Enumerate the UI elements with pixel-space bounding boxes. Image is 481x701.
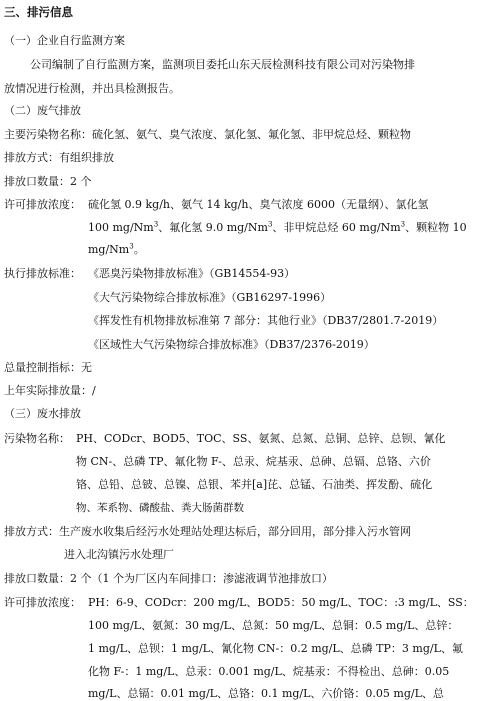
gas-last-year: 上年实际排放量：/ xyxy=(4,384,96,397)
monitoring-paragraph-line-1: 公司编制了自行监测方案，监测项目委托山东天辰检测科技有限公司对污染物排 xyxy=(30,58,415,71)
water-mode-line-2: 进入北沟镇污水处理厂 xyxy=(64,548,174,561)
gas-standard-3: 《挥发性有机物排放标准第 7 部分：其他行业》（DB37/2801.7-2019） xyxy=(88,314,444,327)
water-permit-label: 许可排放浓度： xyxy=(4,596,81,609)
gas-permit-nmhc: 、非甲烷总烃 60 mg/Nm xyxy=(272,221,401,234)
gas-total-control: 总量控制指标：无 xyxy=(4,361,92,374)
water-pollutant-line-4: 物、苯系物、磷酸盐、粪大肠菌群数 xyxy=(76,502,244,514)
gas-standard-label: 执行排放标准： xyxy=(4,267,81,280)
gas-standard-1: 《恶臭污染物排放标准》（GB14554-93） xyxy=(88,267,296,280)
water-permit-line-2: 100 mg/L、氨氮：30 mg/L、总氮：50 mg/L、总铜：0.5 mg/L、总锌： xyxy=(88,619,459,632)
gas-discharge-mode: 排放方式：有组织排放 xyxy=(4,151,114,164)
heading-wastewater: （三）废水排放 xyxy=(4,407,81,420)
water-mode-line-1: 排放方式：生产废水收集后经污水处理站处理达标后，部分回用，部分排入污水管网 xyxy=(4,525,411,538)
section-title: 三、排污信息 xyxy=(4,5,73,19)
water-outlet-count: 排放口数量：2 个（1 个为厂区内车间排口：渗滤液调节池排放口） xyxy=(4,572,333,585)
gas-permit-line-2 xyxy=(88,221,467,235)
gas-permit-end: 。 xyxy=(133,243,145,256)
superscript: 3 xyxy=(400,220,406,229)
superscript: 3 xyxy=(153,220,159,229)
water-pollutant-line-2: 物 CN-、总磷 TP、氟化物 F-、总汞、烷基汞、总砷、总镉、总铬、六价 xyxy=(76,455,431,468)
gas-permit-line-1: 硫化氢 0.9 kg/h、氨气 14 kg/h、臭气浓度 6000（无量纲）、氯化氢 xyxy=(88,198,429,211)
gas-standard-2: 《大气污染物综合排放标准》（GB16297-1996） xyxy=(88,291,332,304)
gas-permit-unit: mg/Nm xyxy=(88,243,130,256)
superscript: 3 xyxy=(129,242,134,251)
water-pollutant-line-3: 铬、总铅、总铍、总镍、总银、苯并[a]芘、总锰、石油类、挥发酚、硫化 xyxy=(76,478,433,491)
gas-permit-hf: 、氟化氢 9.0 mg/Nm xyxy=(158,221,268,234)
heading-self-monitoring: （一）企业自行监测方案 xyxy=(4,34,125,47)
water-permit-line-4: 化物 F-：1 mg/L、总汞：0.001 mg/L、烷基汞：不得检出、总砷：0.05 xyxy=(88,665,450,678)
water-permit-line-3: 1 mg/L、总钡：1 mg/L、氰化物 CN-：0.2 mg/L、总磷 TP：3 mg/L、氟 xyxy=(88,642,463,655)
water-pollutant-label: 污染物名称： xyxy=(4,432,70,445)
water-pollutant-line-1: PH、CODcr、BOD5、TOC、SS、氨氮、总氮、总铜、总锌、总钡、氰化 xyxy=(76,432,446,445)
monitoring-paragraph-line-2: 放情况进行检测，并出具检测报告。 xyxy=(4,82,180,95)
gas-main-pollutants: 主要污染物名称：硫化氢、氨气、臭气浓度、氯化氢、氟化氢、非甲烷总烃、颗粒物 xyxy=(4,128,411,141)
water-permit-line-1: PH：6-9、CODcr：200 mg/L、BOD5：50 mg/L、TOC：:3 mg/L、SS： xyxy=(88,596,474,609)
gas-permit-pm: 、颗粒物 10 xyxy=(405,221,467,234)
gas-standard-4: 《区域性大气污染物综合排放标准》（DB37/2376-2019） xyxy=(88,338,375,351)
gas-permit-hcl: 100 mg/Nm xyxy=(88,221,154,234)
gas-permit-label: 许可排放浓度： xyxy=(4,198,81,211)
superscript: 3 xyxy=(267,220,273,229)
heading-exhaust-gas: （二）废气排放 xyxy=(4,104,81,117)
water-permit-line-5: mg/L、总镉：0.01 mg/L、总铬：0.1 mg/L、六价铬：0.05 mg/L、总 xyxy=(88,687,444,700)
gas-outlet-count: 排放口数量：2 个 xyxy=(4,175,92,188)
gas-permit-line-3 xyxy=(88,243,145,257)
